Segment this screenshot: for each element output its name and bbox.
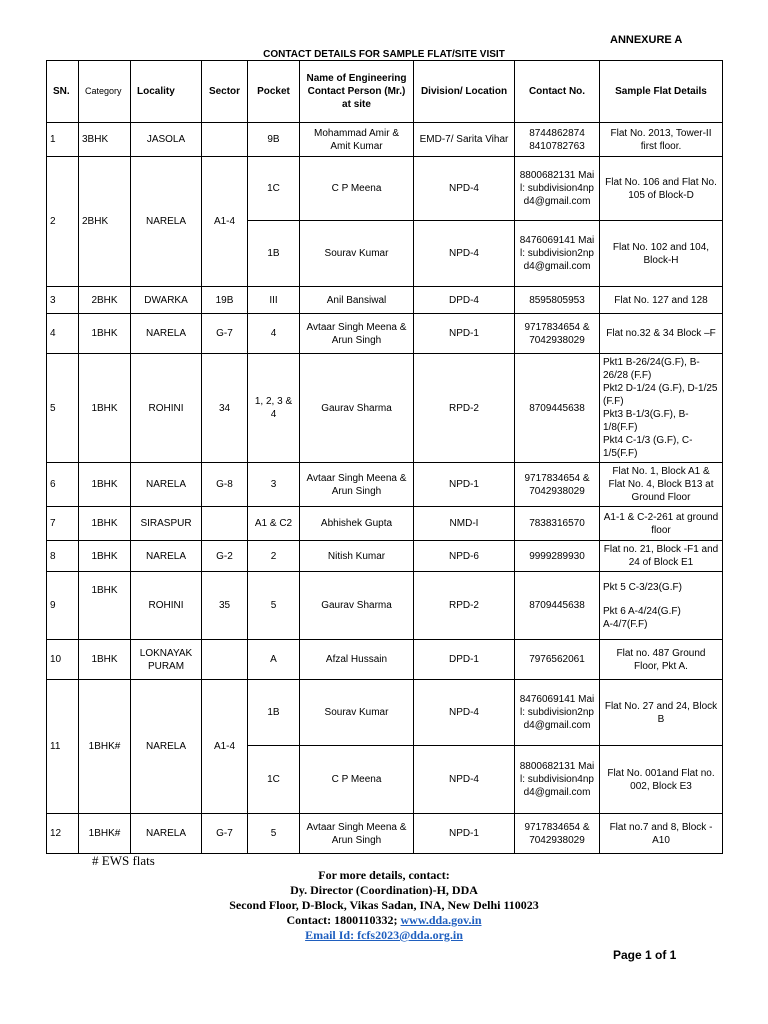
detail-line: Pkt 5 C-3/23(G.F): [603, 581, 682, 593]
table-row: [47, 287, 723, 314]
footer-line: Second Floor, D-Block, Vikas Sadan, INA, New Delhi 110023: [229, 898, 539, 912]
cell-division: NPD-1: [414, 314, 515, 354]
cell-locality: NARELA: [131, 314, 202, 354]
cell-details: A1-1 & C-2-261 at ground floor: [600, 507, 723, 541]
detail-line: Pkt2 D-1/24 (G.F), D-1/25 (F.F): [603, 383, 718, 407]
table-row: [47, 680, 723, 746]
cell-category: 1BHK: [79, 354, 131, 463]
cell-pocket: 4: [248, 314, 300, 354]
ews-note: # EWS flats: [92, 853, 155, 868]
table-row: [47, 572, 723, 640]
cell-pocket: 2: [248, 541, 300, 572]
cell-sector: [202, 640, 248, 680]
cell-sn: 1: [47, 123, 79, 157]
cell-locality: SIRASPUR: [131, 507, 202, 541]
cell-sector: 35: [202, 572, 248, 640]
cell-sn: 3: [47, 287, 79, 314]
cell-category: 2BHK: [79, 287, 131, 314]
cell-pocket: 1B: [248, 221, 300, 287]
header-locality: Locality: [131, 61, 202, 123]
cell-details: [600, 572, 723, 640]
cell-details: Flat No. 106 and Flat No. 105 of Block-D: [600, 157, 723, 221]
header-pocket: Pocket: [248, 61, 300, 123]
cell-pocket: A: [248, 640, 300, 680]
cell-division: NPD-4: [414, 680, 515, 746]
cell-locality: LOKNAYAK PURAM: [131, 640, 202, 680]
cell-sn: 10: [47, 640, 79, 680]
cell-sn: 8: [47, 541, 79, 572]
cell-division: NPD-4: [414, 221, 515, 287]
detail-line: A-4/7(F.F): [603, 618, 648, 630]
table-row: [47, 814, 723, 854]
table-row: [47, 354, 723, 463]
cell-division: NPD-4: [414, 157, 515, 221]
cell-sector: [202, 507, 248, 541]
cell-engineer: Avtaar Singh Meena & Arun Singh: [300, 463, 414, 507]
cell-sn: 9: [47, 572, 79, 640]
cell-engineer: C P Meena: [300, 746, 414, 814]
detail-line: Pkt4 C-1/3 (G.F), C-1/5(F.F): [603, 435, 693, 459]
footer-contact: [46, 868, 722, 943]
cell-sn: 4: [47, 314, 79, 354]
cell-details: Flat no. 21, Block -F1 and 24 of Block E1: [600, 541, 723, 572]
cell-locality: ROHINI: [131, 354, 202, 463]
cell-division: DPD-4: [414, 287, 515, 314]
cell-details: Flat No. 102 and 104, Block-H: [600, 221, 723, 287]
cell-details: Flat No. 27 and 24, Block B: [600, 680, 723, 746]
header-division: Division/ Location: [414, 61, 515, 123]
cell-engineer: Sourav Kumar: [300, 680, 414, 746]
header-engineer: Name of Engineering Contact Person (Mr.) at site: [300, 61, 414, 123]
cell-details: Flat No. 2013, Tower-II first floor.: [600, 123, 723, 157]
cell-details: Flat No. 127 and 128: [600, 287, 723, 314]
detail-line: Pkt3 B-1/3(G.F), B-1/8(F.F): [603, 409, 689, 433]
cell-pocket: 1B: [248, 680, 300, 746]
cell-pocket: 5: [248, 814, 300, 854]
cell-division: RPD-2: [414, 572, 515, 640]
cell-contact: 8800682131 Mail: subdivision4npd4@gmail.com: [515, 157, 600, 221]
cell-sector: A1-4: [202, 157, 248, 287]
cell-engineer: Gaurav Sharma: [300, 572, 414, 640]
header-sn: SN.: [47, 61, 79, 123]
cell-details: Flat No. 001and Flat no. 002, Block E3: [600, 746, 723, 814]
cell-sector: G-2: [202, 541, 248, 572]
header-row: [47, 61, 723, 123]
cell-contact: 8709445638: [515, 572, 600, 640]
table-row: [47, 640, 723, 680]
footer-line: For more details, contact:: [318, 868, 450, 882]
cell-division: NPD-6: [414, 541, 515, 572]
cell-sn: 6: [47, 463, 79, 507]
cell-details: [600, 354, 723, 463]
cell-contact: 7976562061: [515, 640, 600, 680]
cell-category: 1BHK: [79, 507, 131, 541]
cell-category: 1BHK#: [79, 680, 131, 814]
cell-sector: A1-4: [202, 680, 248, 814]
cell-locality: NARELA: [131, 157, 202, 287]
cell-division: DPD-1: [414, 640, 515, 680]
cell-category: 1BHK: [79, 640, 131, 680]
cell-division: RPD-2: [414, 354, 515, 463]
footer-contact-line: [46, 913, 722, 928]
cell-engineer: C P Meena: [300, 157, 414, 221]
cell-details: Flat no. 487 Ground Floor, Pkt A.: [600, 640, 723, 680]
cell-locality: NARELA: [131, 814, 202, 854]
cell-contact: 8595805953: [515, 287, 600, 314]
cell-pocket: 5: [248, 572, 300, 640]
cell-sector: 19B: [202, 287, 248, 314]
cell-sector: [202, 123, 248, 157]
cell-engineer: Sourav Kumar: [300, 221, 414, 287]
cell-pocket: 1, 2, 3 & 4: [248, 354, 300, 463]
cell-sn: 12: [47, 814, 79, 854]
cell-locality: JASOLA: [131, 123, 202, 157]
cell-locality: DWARKA: [131, 287, 202, 314]
cell-contact: 9717834654 & 7042938029: [515, 463, 600, 507]
cell-locality: NARELA: [131, 541, 202, 572]
cell-contact: 8800682131 Mail: subdivision4npd4@gmail.com: [515, 746, 600, 814]
cell-sector: G-7: [202, 314, 248, 354]
cell-engineer: Gaurav Sharma: [300, 354, 414, 463]
cell-locality: NARELA: [131, 680, 202, 814]
cell-pocket: III: [248, 287, 300, 314]
cell-locality: ROHINI: [131, 572, 202, 640]
cell-sector: G-7: [202, 814, 248, 854]
cell-contact: 8709445638: [515, 354, 600, 463]
cell-details: Flat no.7 and 8, Block -A10: [600, 814, 723, 854]
cell-division: NPD-1: [414, 814, 515, 854]
cell-sn: 11: [47, 680, 79, 814]
cell-engineer: Anil Bansiwal: [300, 287, 414, 314]
cell-sn: 7: [47, 507, 79, 541]
cell-engineer: Nitish Kumar: [300, 541, 414, 572]
cell-category: 1BHK: [79, 314, 131, 354]
cell-details: Flat No. 1, Block A1 & Flat No. 4, Block B13 at Ground Floor: [600, 463, 723, 507]
table-row: [47, 507, 723, 541]
detail-line: Pkt 6 A-4/24(G.F): [603, 605, 681, 617]
contact-table: [46, 60, 723, 854]
cell-sn: 5: [47, 354, 79, 463]
cell-contact: 8476069141 Mail: subdivision2npd4@gmail.com: [515, 221, 600, 287]
cell-engineer: Avtaar Singh Meena & Arun Singh: [300, 314, 414, 354]
cell-sn: 2: [47, 157, 79, 287]
cell-engineer: Avtaar Singh Meena & Arun Singh: [300, 814, 414, 854]
page-number: Page 1 of 1: [613, 948, 677, 962]
cell-division: NPD-4: [414, 746, 515, 814]
cell-division: NPD-1: [414, 463, 515, 507]
cell-sector: 34: [202, 354, 248, 463]
cell-details: Flat no.32 & 34 Block –F: [600, 314, 723, 354]
cell-category: 1BHK#: [79, 814, 131, 854]
cell-contact: 7838316570: [515, 507, 600, 541]
table-row: [47, 541, 723, 572]
cell-pocket: 3: [248, 463, 300, 507]
cell-category: 1BHK: [79, 463, 131, 507]
table-row: [47, 157, 723, 221]
header-contact: Contact No.: [515, 61, 600, 123]
cell-division: NMD-I: [414, 507, 515, 541]
table-row: [47, 463, 723, 507]
table-row: [47, 123, 723, 157]
cell-contact: 8476069141 Mail: subdivision2npd4@gmail.com: [515, 680, 600, 746]
cell-pocket: 1C: [248, 157, 300, 221]
cell-contact: 9717834654 & 7042938029: [515, 814, 600, 854]
cell-division: EMD-7/ Sarita Vihar: [414, 123, 515, 157]
header-details: Sample Flat Details: [600, 61, 723, 123]
table-row: [47, 314, 723, 354]
cell-category: 1BHK: [79, 541, 131, 572]
header-category: Category: [79, 61, 131, 123]
cell-pocket: A1 & C2: [248, 507, 300, 541]
cell-category: 3BHK: [79, 123, 131, 157]
website-link[interactable]: www.dda.gov.in: [400, 913, 482, 927]
cell-category: 1BHK: [79, 572, 131, 640]
cell-contact: 8744862874 8410782763: [515, 123, 600, 157]
cell-pocket: 1C: [248, 746, 300, 814]
cell-engineer: Mohammad Amir & Amit Kumar: [300, 123, 414, 157]
cell-contact: 9717834654 & 7042938029: [515, 314, 600, 354]
cell-engineer: Abhishek Gupta: [300, 507, 414, 541]
cell-locality: NARELA: [131, 463, 202, 507]
annexure-label: ANNEXURE A: [610, 34, 683, 46]
cell-engineer: Afzal Hussain: [300, 640, 414, 680]
detail-line: Pkt1 B-26/24(G.F), B-26/28 (F.F): [603, 357, 700, 381]
footer-line: Dy. Director (Coordination)-H, DDA: [290, 883, 478, 897]
header-sector: Sector: [202, 61, 248, 123]
email-link[interactable]: Email Id: fcfs2023@dda.org.in: [305, 928, 463, 942]
cell-sector: G-8: [202, 463, 248, 507]
cell-contact: 9999289930: [515, 541, 600, 572]
cell-pocket: 9B: [248, 123, 300, 157]
footer-phone: Contact: 1800110332;: [286, 913, 401, 927]
document-title: CONTACT DETAILS FOR SAMPLE FLAT/SITE VISIT: [263, 49, 505, 60]
cell-category: 2BHK: [79, 157, 131, 287]
